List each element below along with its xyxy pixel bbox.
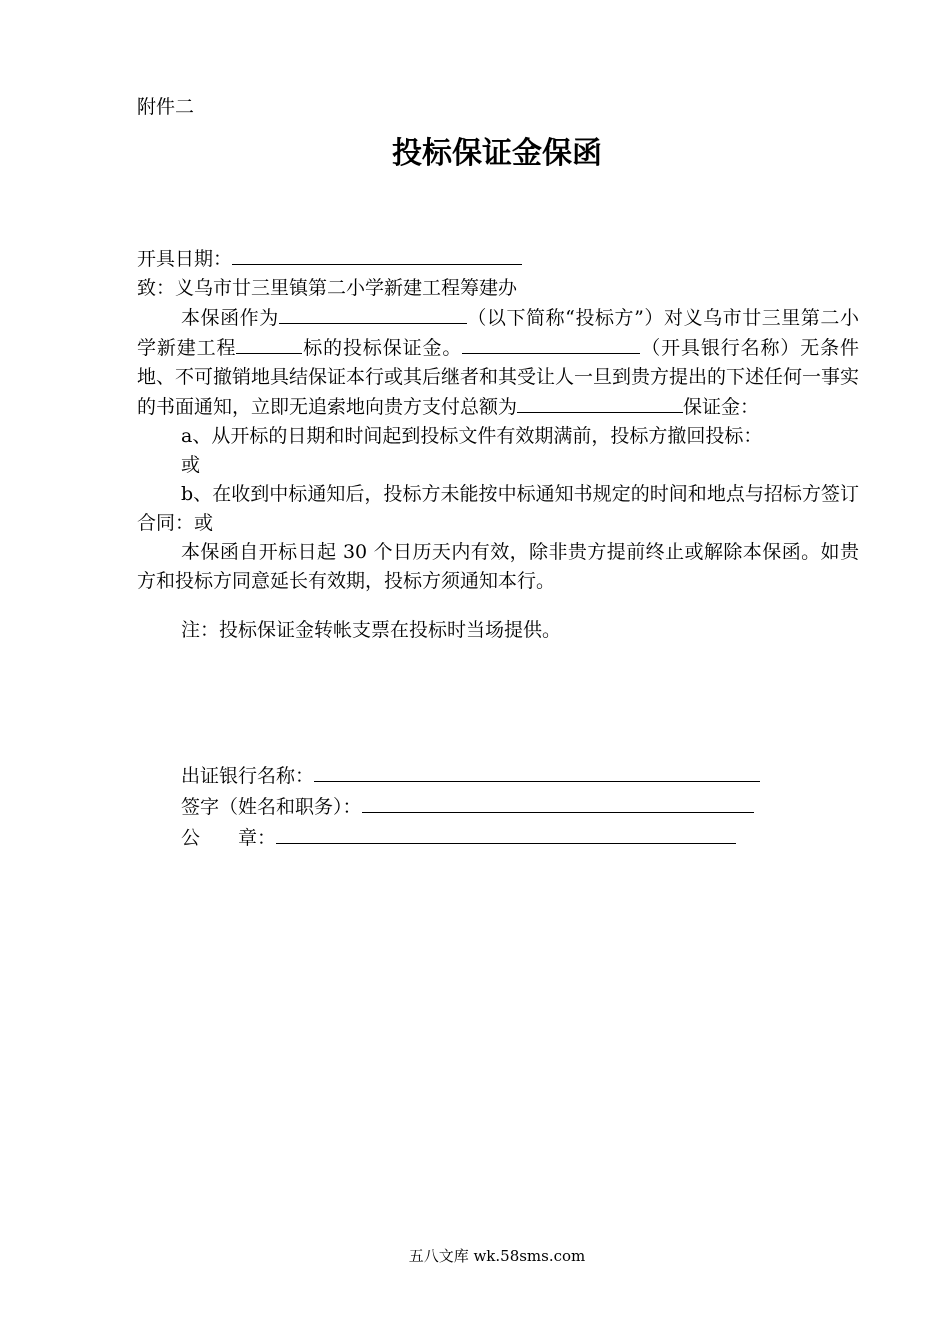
recipient-line: 致：义乌市廿三里镇第二小学新建工程筹建办 (137, 277, 518, 299)
document-body (137, 244, 859, 645)
lot-blank (236, 333, 302, 354)
document-title: 投标保证金保函 (392, 136, 602, 171)
amount-blank (517, 392, 683, 413)
issue-date-label: 开具日期： (137, 248, 233, 270)
guarantee-paragraph: 本保函作为 （以下简称“投标方”）对义乌市廿三里第二小学新建工程 标的投标保证金。 （开具银行名称）无条件地、不可撤销地具结保证本行或其后继者和其受让人一旦到贵方提出的下述任何一事实的书面通知，立即无追索地向贵方支付总额为 保证金： (137, 303, 859, 422)
issue-date-line (137, 244, 859, 274)
bidder-name-blank (279, 303, 467, 324)
signature-blank (362, 792, 754, 813)
seal-label: 公 章： (181, 827, 277, 849)
bank-name-blank (462, 333, 640, 354)
condition-a: a、从开标的日期和时间起到投标文件有效期满前，投标方撤回投标： (181, 425, 763, 447)
seal-blank (276, 823, 736, 844)
bank-name-signature-blank (314, 761, 760, 782)
validity-paragraph: 本保函自开标日起 30 个日历天内有效，除非贵方提前终止或解除本保函。如贵方和投标方同意延长有效期，投标方须通知本行。 (137, 541, 859, 592)
footer-watermark: 五八文库 wk.58sms.com (408, 1247, 586, 1265)
issue-date-blank (232, 244, 522, 265)
bank-name-line (181, 761, 861, 792)
condition-b: b、在收到中标通知后，投标方未能按中标通知书规定的时间和地点与招标方签订合同：或 (137, 483, 859, 534)
signature-block (181, 761, 861, 854)
signature-line (181, 792, 861, 823)
attachment-label: 附件二 (137, 96, 195, 118)
signature-label: 签字（姓名和职务）： (181, 796, 362, 818)
bank-name-label: 出证银行名称： (181, 765, 315, 787)
seal-line (181, 823, 861, 854)
condition-a-or: 或 (181, 454, 201, 476)
note-line: 注：投标保证金转帐支票在投标时当场提供。 (181, 619, 562, 641)
